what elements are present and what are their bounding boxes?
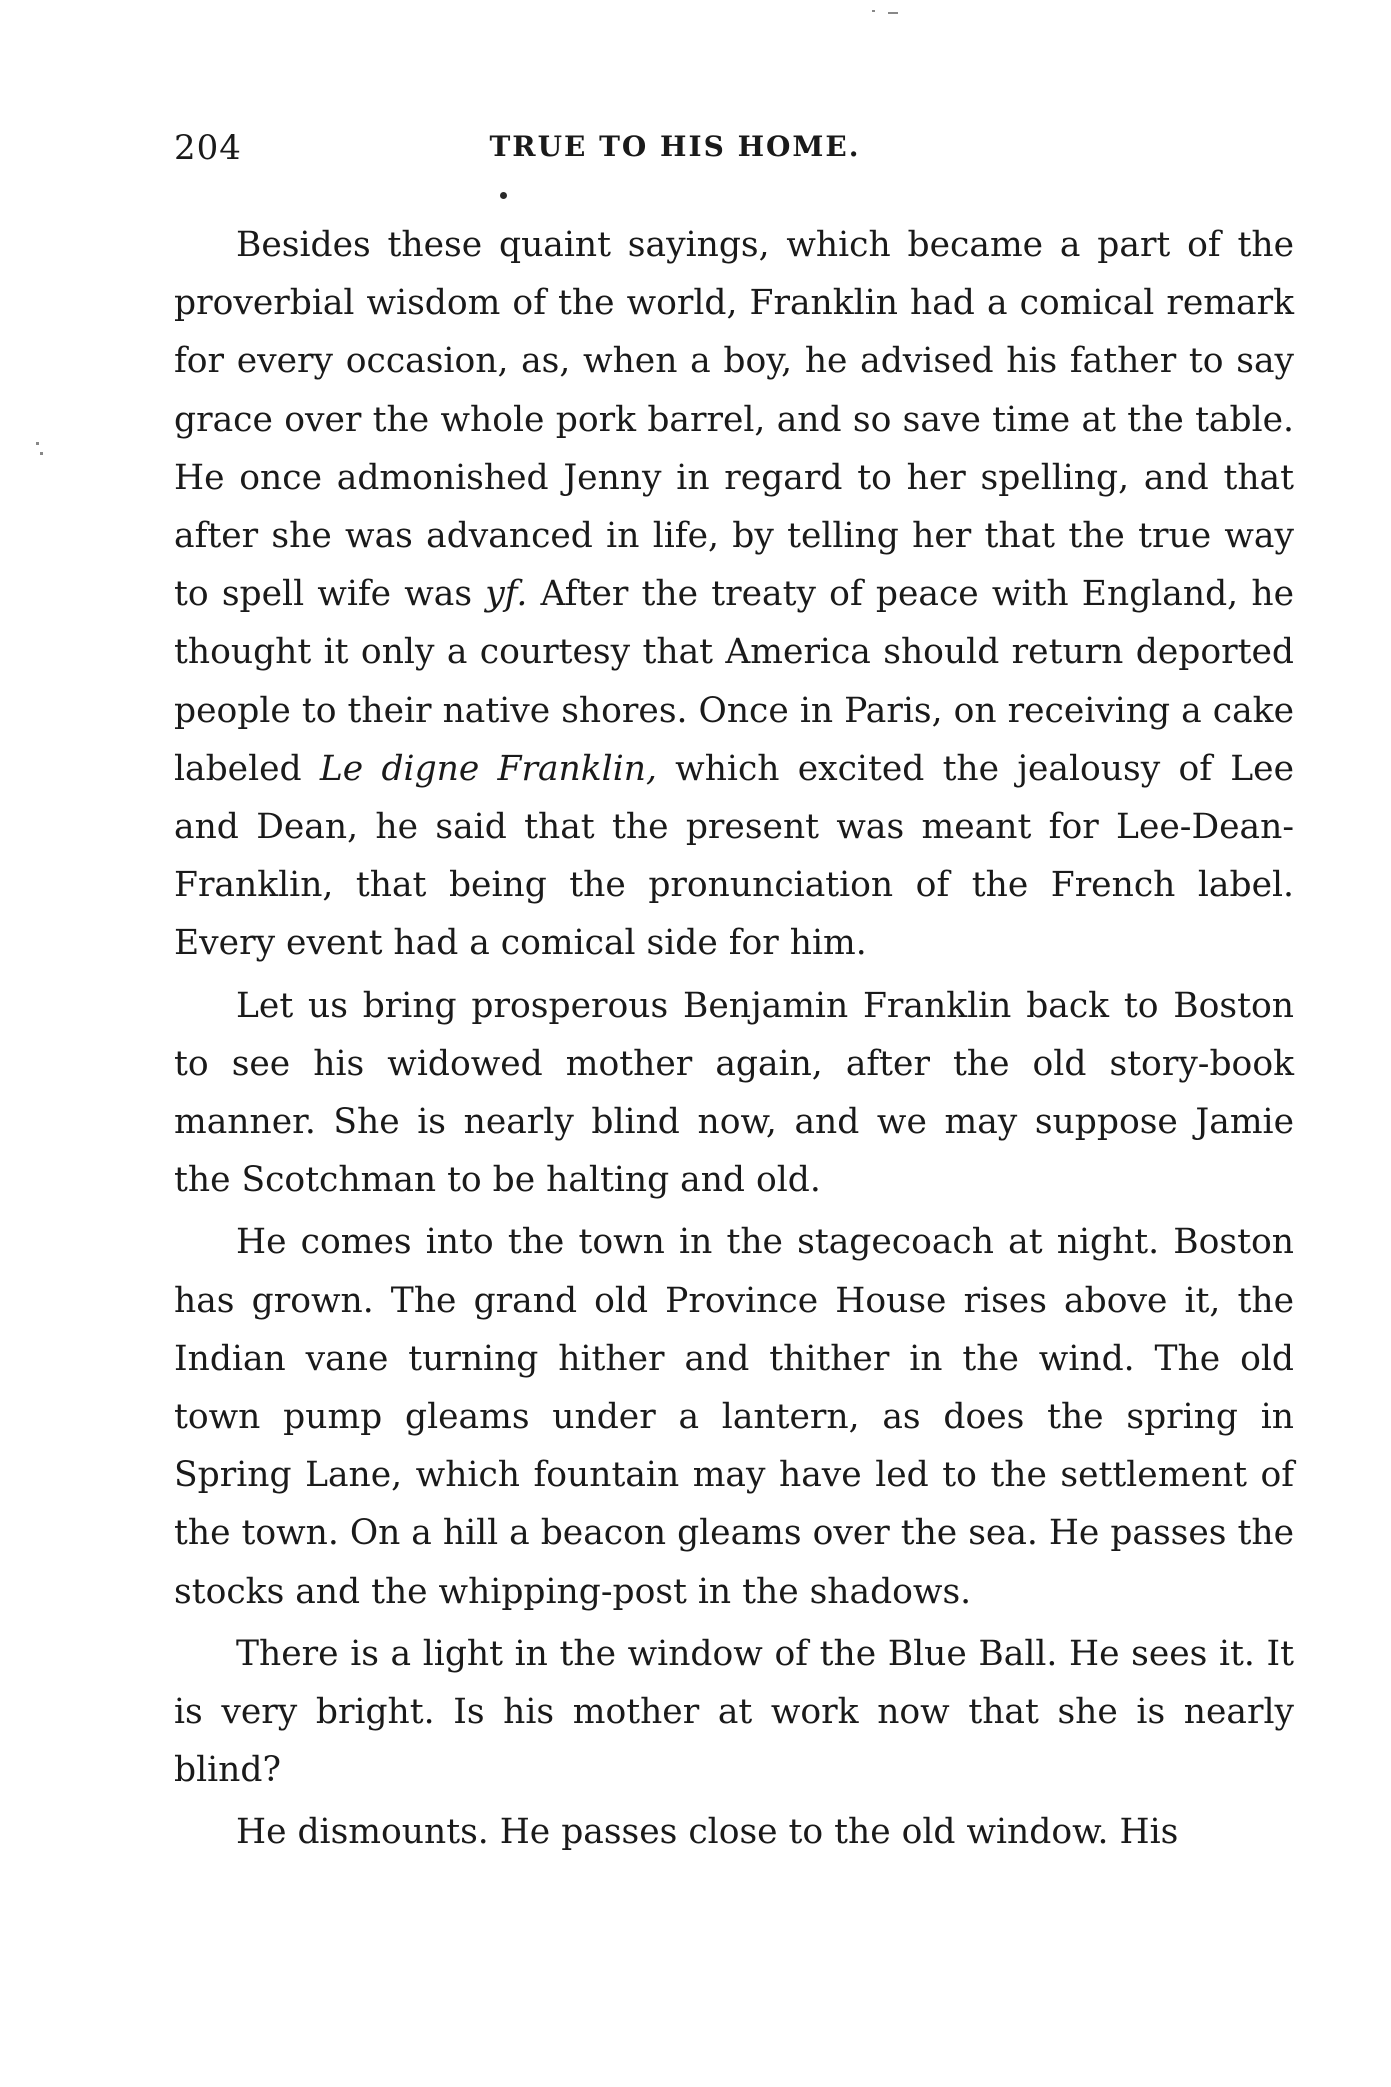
italic-text: Le digne Franklin, <box>319 748 657 789</box>
paragraph <box>174 1803 1294 1861</box>
body-text <box>174 216 1294 1866</box>
print-speck <box>500 192 507 199</box>
paragraph <box>174 1213 1294 1620</box>
paragraph <box>174 1625 1294 1800</box>
text-run: He comes into the town in the stagecoach at night. Boston has grown. The grand old Province House rises above it, the Indian vane turning hither and thither in the wind. The old town pump gleams under a lantern, as does the spring in Spring Lane, which fountain may have led to the settlement of the town. On a hill a beacon gleams over the sea. He passes the stocks and the whipping-post in the shadows. <box>174 1222 1294 1612</box>
text-run: Besides these quaint sayings, which became a part of the proverbial wisdom of the world, Franklin had a comical remark for every occasion, as, when a boy, he advised his father to say grace over the whole pork barrel, and so save time at the table. He once admonished Jenny in regard to her spelling, and that after she was advanced in life, by telling her that the true way to spell wife was <box>174 225 1294 615</box>
running-title: TRUE TO HIS HOME. <box>489 130 861 163</box>
paragraph <box>174 977 1294 1210</box>
text-run: Let us bring prosperous Benjamin Franklin back to Boston to see his widowed mother again, after the old story-book manner. She is nearly blind now, and we may suppose Jamie the Scotchman to be halting and old. <box>174 985 1294 1201</box>
page-number: 204 <box>174 128 242 168</box>
text-run: There is a light in the window of the Blue Ball. He sees it. It is very bright. Is his mother at work now that she is nearly blind? <box>174 1633 1294 1791</box>
text-run: He dismounts. He passes close to the old window. His <box>236 1812 1179 1853</box>
text-run: After the treaty of peace with England, he thought it only a courtesy that America should return deported people to their native shores. Once in Paris, on receiving a cake labeled <box>174 574 1294 789</box>
italic-text: yf. <box>485 574 528 615</box>
text-run: which excited the jealousy of Lee and Dean, he said that the present was meant for Lee-Dean-Franklin, that being the pronunciation of the French label. Every event had a comical side for him. <box>174 748 1294 964</box>
page-header <box>174 128 1292 176</box>
paragraph <box>174 216 1294 973</box>
